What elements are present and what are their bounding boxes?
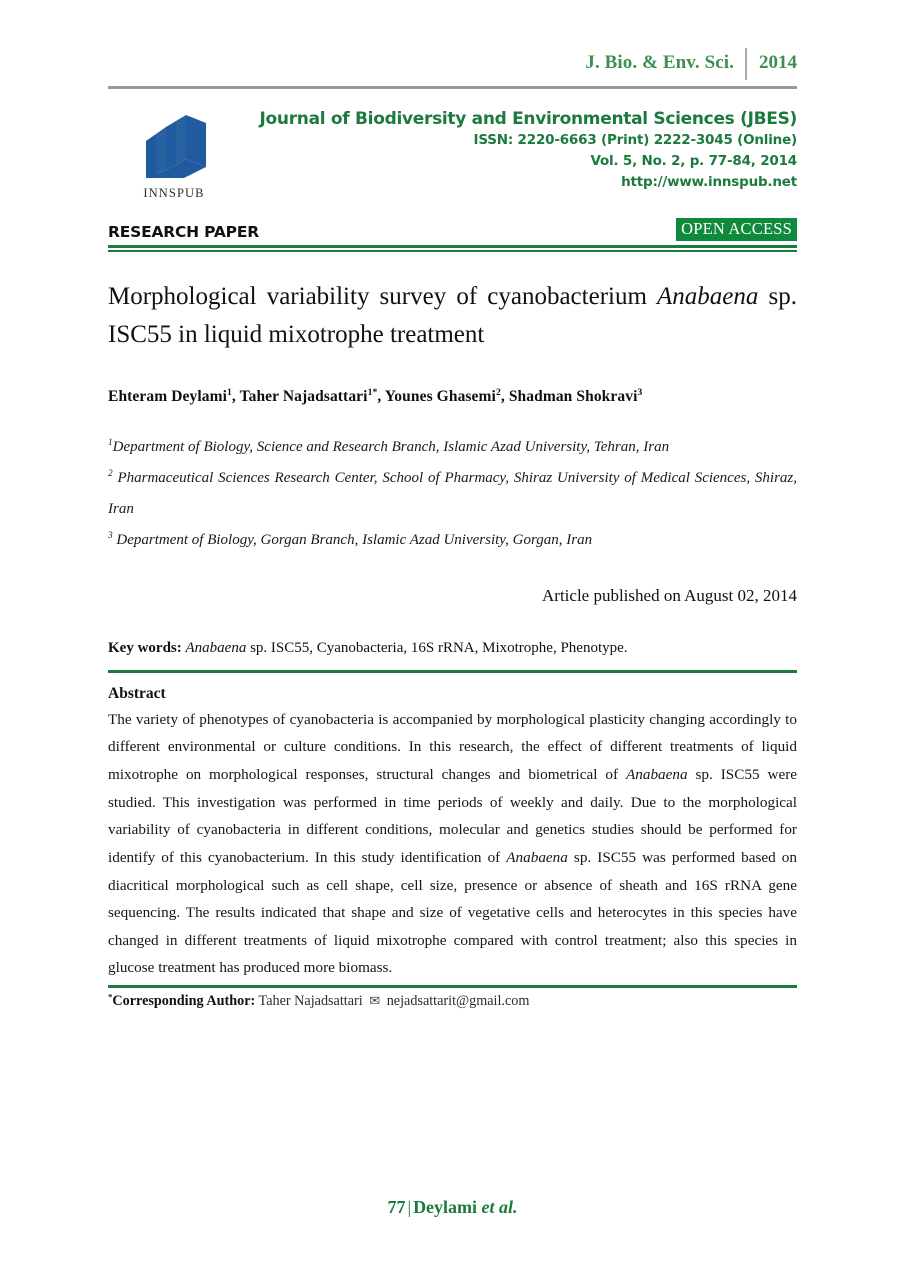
journal-url[interactable]: http://www.innspub.net: [621, 174, 797, 191]
affiliation-item: [108, 463, 797, 525]
author-affiliation-marker: 3: [637, 386, 643, 398]
publisher-logo: [108, 105, 226, 201]
publisher-logo-text: INNSPUB: [143, 186, 205, 200]
open-access-badge: OPEN ACCESS: [676, 218, 797, 241]
article-title-part1: Morphological variability survey of cyanobacterium: [108, 283, 658, 310]
abstract-part2: sp. ISC55 were studied. This investigation was performed in time periods of weekly and daily. Due to the morphological variability of cyanobacteria in different conditions, molecular and genetics studies should be performed for identify of this cyanobacterium. In this study identification of: [108, 765, 797, 866]
affiliation-item: [108, 525, 797, 556]
affiliation-list: [108, 432, 797, 556]
abstract-part1: The variety of phenotypes of cyanobacteria is accompanied by morphological plasticity changing accordingly to different environmental or culture conditions. In this research, the effect of different treatments of liquid mixotrophe on morphological responses, structural changes and biometrical of: [108, 710, 797, 783]
author-affiliation-marker: 1*: [367, 386, 378, 398]
affiliation-text: Department of Biology, Science and Research Branch, Islamic Azad University, Tehran, Iran: [112, 439, 670, 455]
abstract-rule: [108, 985, 797, 988]
footer-page-number: 77: [387, 1197, 406, 1217]
affiliation-item: [108, 432, 797, 463]
publication-date: Article published on August 02, 2014: [542, 585, 797, 605]
footer-separator: |: [407, 1197, 412, 1217]
keywords-text: sp. ISC55, Cyanobacteria, 16S rRNA, Mixotrophe, Phenotype.: [246, 639, 628, 656]
keywords-line: [108, 640, 797, 657]
author-name: Shadman Shokravi: [508, 388, 638, 405]
author-separator: ,: [500, 388, 509, 405]
journal-volume: Vol. 5, No. 2, p. 77-84, 2014: [590, 153, 797, 170]
article-type-row: [108, 218, 797, 241]
author-separator: ,: [377, 388, 385, 405]
keywords-species: Anabaena: [185, 639, 247, 656]
corresponding-author-email[interactable]: nejadsattarit@gmail.com: [383, 993, 530, 1010]
innspub-book-icon: [136, 109, 212, 185]
abstract-species-2: Anabaena: [506, 848, 568, 866]
abstract-body: [108, 706, 797, 983]
article-title: [108, 278, 797, 354]
masthead-text: [226, 105, 797, 193]
author-name: Taher Najadsattari: [239, 388, 368, 405]
author-name: Ehteram Deylami: [108, 388, 228, 405]
article-type-rule: [108, 245, 797, 252]
article-title-species: Anabaena: [657, 283, 759, 310]
affiliation-marker: 3: [108, 530, 113, 541]
corresponding-author-label: Corresponding Author:: [112, 993, 256, 1010]
journal-issn: ISSN: 2220-6663 (Print) 2222-3045 (Online): [473, 132, 797, 149]
footer-etal: et al.: [477, 1197, 518, 1217]
author-affiliation-marker: 1: [227, 386, 232, 398]
article-type-label: RESEARCH PAPER: [108, 223, 259, 241]
envelope-icon: ✉: [369, 993, 381, 1009]
page-footer: [0, 1197, 905, 1218]
author-list: [108, 388, 797, 406]
affiliation-marker: 1: [108, 438, 113, 448]
corresponding-author: [108, 993, 797, 1010]
author-name: Younes Ghasemi: [384, 388, 496, 405]
running-head-journal: J. Bio. & Env. Sci.: [585, 52, 734, 73]
article-title-part2: sp. ISC55 in liquid mixotrophe treatment: [108, 283, 797, 348]
running-head-year: 2014: [759, 52, 797, 73]
masthead: [108, 89, 797, 201]
keywords-label: Key words:: [108, 639, 182, 656]
corresponding-author-name: Taher Najadsattari: [255, 993, 367, 1010]
abstract-heading: Abstract: [108, 684, 166, 702]
keywords-rule: [108, 670, 797, 673]
journal-title: Journal of Biodiversity and Environmental Sciences (JBES): [259, 109, 797, 129]
author-affiliation-marker: 2: [495, 386, 501, 398]
corresponding-author-marker: *: [108, 991, 113, 1002]
abstract-species-1: Anabaena: [625, 765, 688, 783]
running-head: [108, 0, 797, 74]
author-separator: ,: [231, 388, 240, 405]
footer-author: Deylami: [413, 1197, 478, 1217]
affiliation-marker: 2: [108, 468, 113, 479]
affiliation-text: Pharmaceutical Sciences Research Center, School of Pharmacy, Shiraz University of Medical Sciences, Shiraz, Iran: [108, 469, 797, 517]
affiliation-text: Department of Biology, Gorgan Branch, Islamic Azad University, Gorgan, Iran: [112, 531, 593, 548]
abstract-part3: sp. ISC55 was performed based on diacritical morphological such as cell shape, cell size, presence or absence of sheath and 16S rRNA gene sequencing. The results indicated that shape and size of vegetative cells and heterocytes in this species have changed in different treatments of liquid mixotrophe compared with control treatment; also this species in glucose treatment has produced more biomass.: [108, 848, 797, 977]
